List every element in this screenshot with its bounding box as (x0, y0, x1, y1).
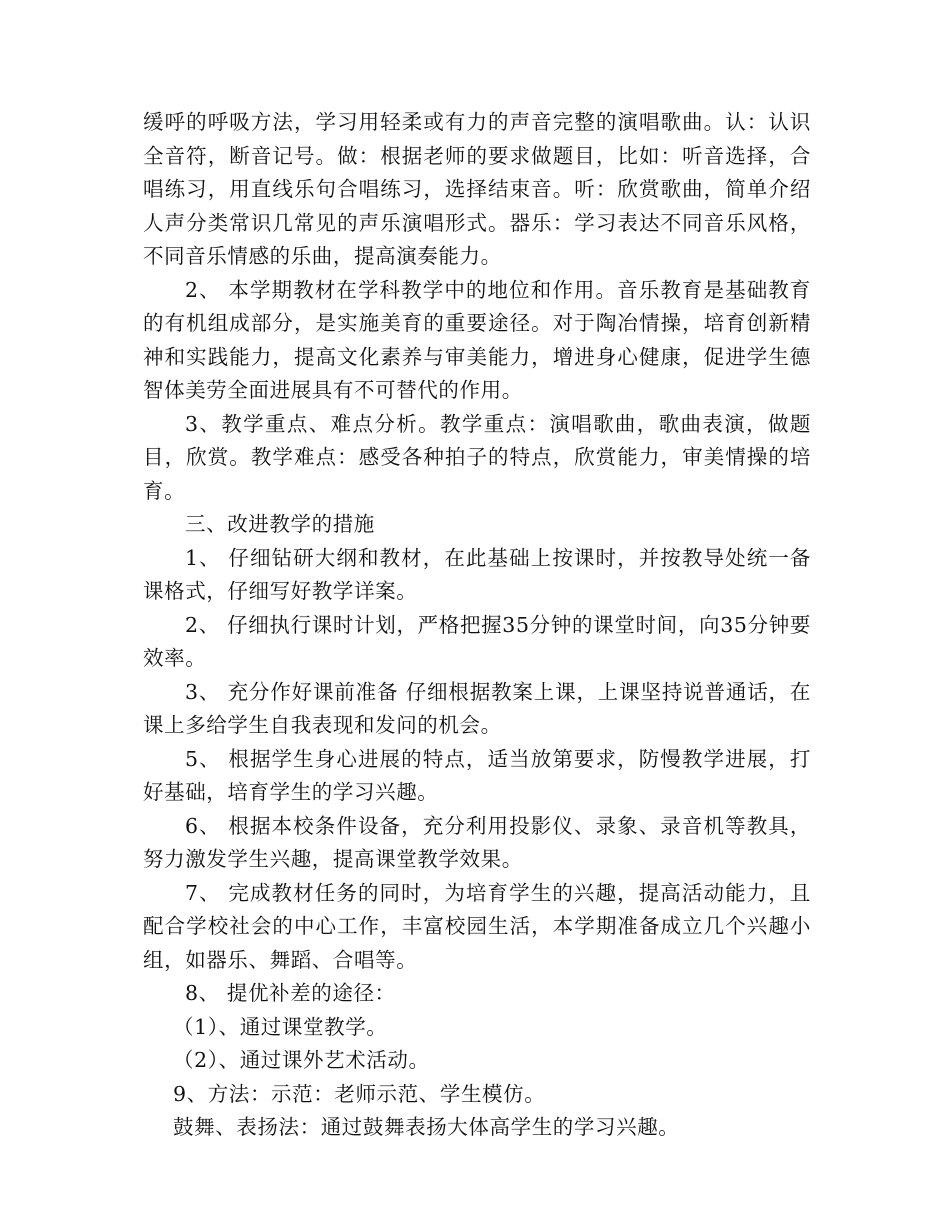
paragraph-method: 9、方法：示范：老师示范、学生模仿。 (173, 1081, 546, 1106)
paragraph-sub-item-2: （2）、通过课外艺术活动。 (173, 1048, 430, 1072)
paragraph-measure-2: 2、 仔细执行课时计划，严格把握35分钟的课堂时间，向35分钟要效率。 (143, 612, 811, 670)
paragraph-textbook-role: 2、 本学期教材在学科教学中的地位和作用。音乐教育是基础教育的有机组成部分，是实施美育的重要途径。对于陶冶情操，培育创新精神和实践能力，提高文化素养与审美能力，增进身心健康，促进学生德智体美劳全面进展具有不可替代的作用。 (143, 277, 811, 402)
paragraph-encouragement: 鼓舞、表扬法：通过鼓舞表扬大体高学生的学习兴趣。 (173, 1115, 680, 1139)
paragraph-sub-item-1: （1）、通过课堂教学。 (173, 1014, 388, 1039)
paragraph-key-points: 3、教学重点、难点分析。教学重点：演唱歌曲，歌曲表演，做题目，欣赏。教学难点：感受各种拍子的特点，欣赏能力，审美情操的培育。 (143, 411, 811, 503)
paragraph-measure-3: 3、 充分作好课前准备 仔细根据教案上课，上课坚持说普通话，在课上多给学生自我表现和发问的机会。 (143, 679, 811, 737)
document-body (143, 106, 811, 1145)
paragraph-singing-content: 缓呼的呼吸方法，学习用轻柔或有力的声音完整的演唱歌曲。认：认识全音符，断音记号。做：根据老师的要求做题目，比如：听音选择，合唱练习，用直线乐句合唱练习，选择结束音。听：欣赏歌曲，简单介绍人声分类常识几常见的声乐演唱形式。器乐：学习表达不同音乐风格，不同音乐情感的乐曲，提高演奏能力。 (143, 110, 811, 268)
paragraph-measure-7: 7、 完成教材任务的同时，为培育学生的兴趣，提高活动能力，且配合学校社会的中心工作，丰富校园生活，本学期准备成立几个兴趣小组，如器乐、舞蹈、合唱等。 (143, 880, 811, 972)
paragraph-measure-6: 6、 根据本校条件设备，充分利用投影仪、录象、录音机等教具，努力激发学生兴趣，提高课堂教学效果。 (143, 813, 811, 871)
paragraph-measure-5: 5、 根据学生身心进展的特点，适当放第要求，防慢教学进展，打好基础，培育学生的学习兴趣。 (143, 746, 811, 804)
paragraph-measure-1: 1、 仔细钻研大纲和教材，在此基础上按课时，并按教导处统一备课格式，仔细写好教学详案。 (143, 545, 811, 603)
paragraph-measure-8: 8、 提优补差的途径： (185, 981, 396, 1005)
section-heading-measures: 三、改进教学的措施 (185, 512, 375, 536)
